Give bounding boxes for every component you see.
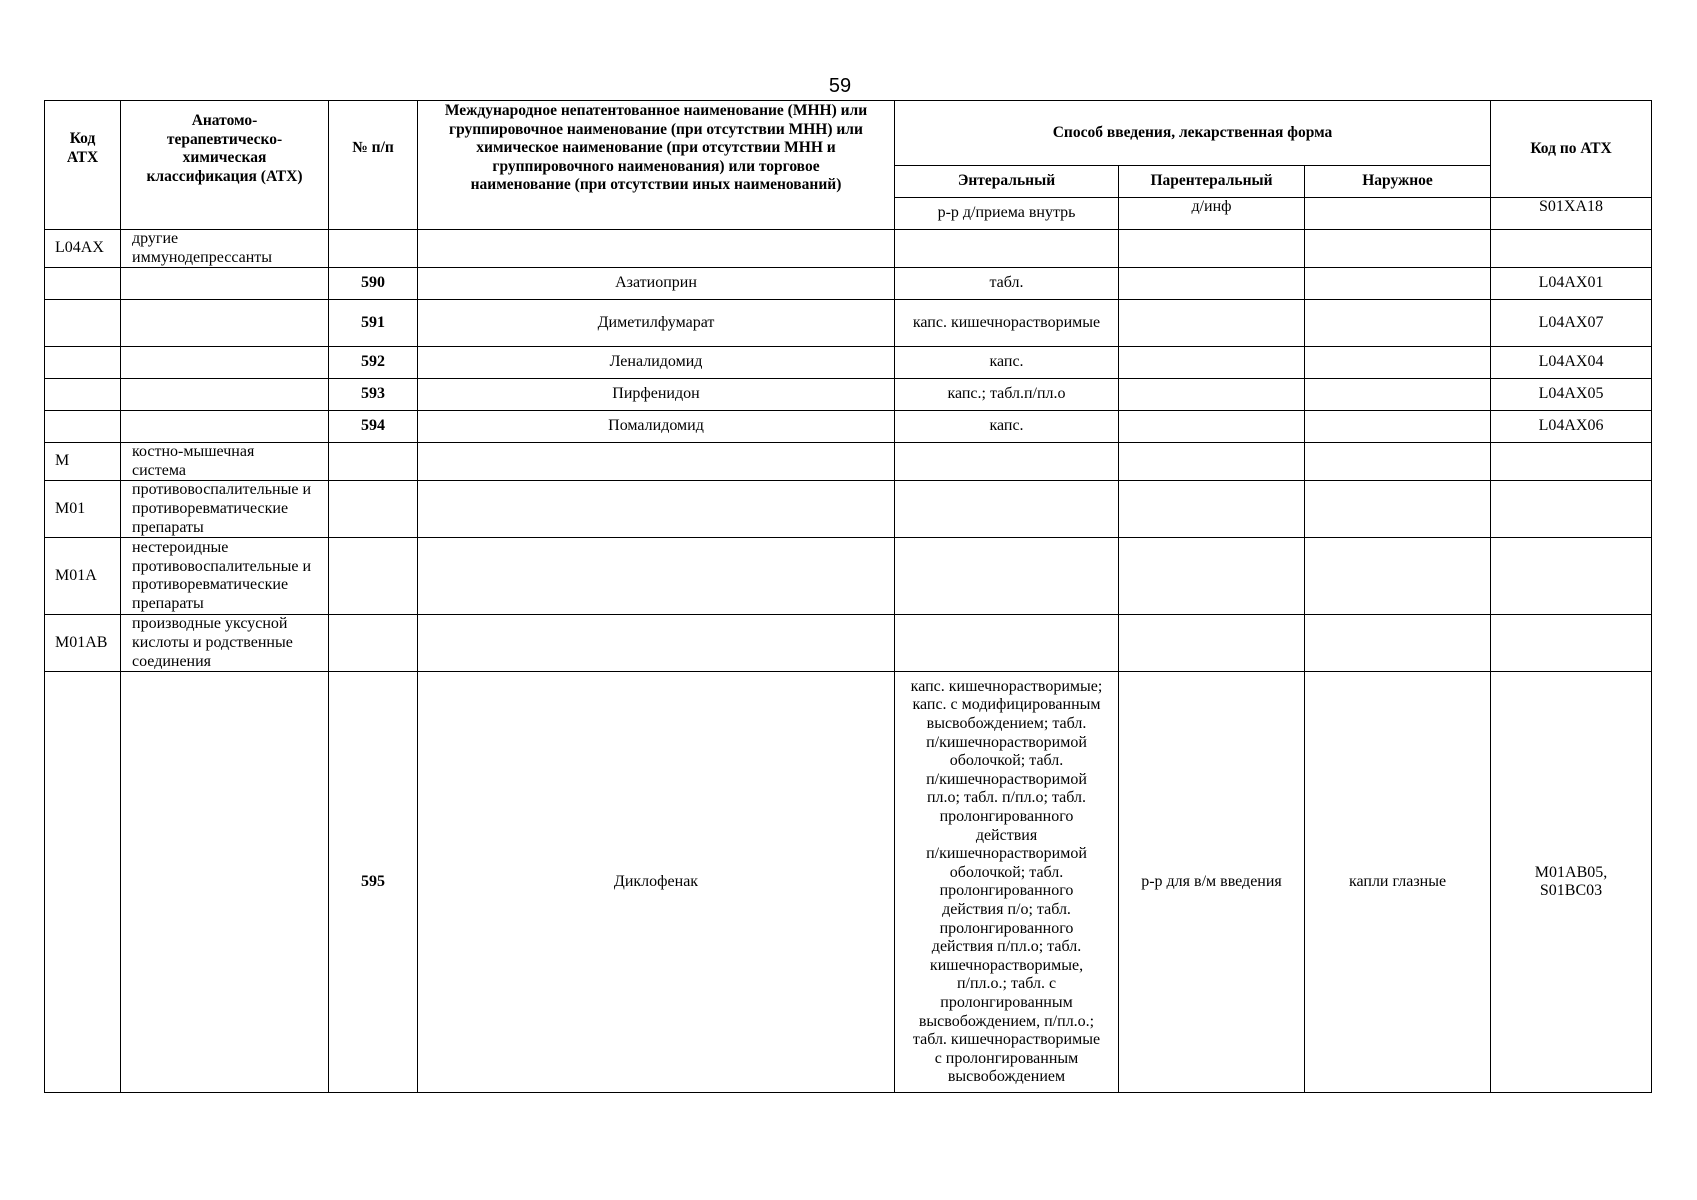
header-enteral: Энтеральный	[895, 166, 1119, 198]
dosage-form-line: действия п/о; табл.	[942, 900, 1071, 918]
classification-line: другие	[132, 230, 179, 247]
continuation-parenteral-cell: д/инф	[1119, 198, 1305, 230]
dosage-form-line: оболочкой; табл.	[949, 863, 1064, 881]
dosage-form-line: пролонгированного	[939, 882, 1074, 900]
classification-cell	[121, 411, 329, 443]
continuation-atc-reference-cell: S01XA18	[1491, 198, 1652, 230]
item-number-cell	[329, 615, 418, 672]
atc-reference-cell	[1491, 672, 1652, 1093]
enteral-form-cell: табл.	[895, 268, 1119, 300]
dosage-form-line: п/пл.о.; табл. с	[956, 975, 1057, 993]
drug-name-cell: Диклофенак	[418, 672, 895, 1093]
classification-line: производные уксусной	[132, 615, 288, 633]
table-row	[45, 411, 1652, 443]
header-line: химическая	[182, 149, 267, 167]
atc-reference-cell	[1491, 538, 1652, 615]
header-line: Международное непатентованное наименование (МНН) или	[444, 102, 868, 119]
continuation-enteral-cell: р-р д/приема внутрь	[895, 198, 1119, 230]
enteral-form-cell: капс. кишечнорастворимые	[895, 300, 1119, 347]
atc-code-line: S01BC03	[1539, 882, 1603, 900]
continuation-external-cell	[1305, 198, 1491, 230]
table-row	[45, 379, 1652, 411]
atc-code-cell	[45, 411, 121, 443]
item-number-cell: 595	[329, 672, 418, 1093]
atc-code-cell: L04AX	[45, 230, 121, 268]
header-item-number: № п/п	[329, 101, 418, 230]
classification-line: противовоспалительные и	[132, 481, 311, 499]
classification-line: костно-мышечная	[132, 443, 255, 461]
table-row	[45, 300, 1652, 347]
table-row	[45, 443, 1652, 481]
item-number-cell: 592	[329, 347, 418, 379]
header-line: Анатомо-	[191, 112, 258, 129]
classification-cell	[121, 538, 329, 615]
dosage-form-line: капс. кишечнорастворимые;	[910, 677, 1103, 695]
classification-cell	[121, 268, 329, 300]
external-form-cell	[1305, 615, 1491, 672]
atc-reference-cell: L04AX06	[1491, 411, 1652, 443]
header-line: АТХ	[66, 148, 99, 166]
drug-name-cell: Леналидомид	[418, 347, 895, 379]
atc-code-cell: M01A	[45, 538, 121, 615]
external-form-cell	[1305, 300, 1491, 347]
classification-line: противоревматические	[132, 500, 289, 518]
item-number-cell: 591	[329, 300, 418, 347]
parenteral-form-cell	[1119, 268, 1305, 300]
external-form-cell	[1305, 230, 1491, 268]
enteral-form-cell	[895, 443, 1119, 481]
table-row	[45, 481, 1652, 538]
parenteral-form-cell	[1119, 615, 1305, 672]
external-form-cell	[1305, 347, 1491, 379]
table-row	[45, 347, 1652, 379]
item-number-cell: 593	[329, 379, 418, 411]
dosage-form-line: капс. с модифицированным	[912, 696, 1101, 714]
classification-cell	[121, 615, 329, 672]
external-form-cell	[1305, 443, 1491, 481]
header-line: группировочное наименование (при отсутствии МНН) или	[449, 120, 863, 138]
classification-line: противоревматические	[132, 576, 289, 594]
parenteral-form-cell	[1119, 300, 1305, 347]
enteral-form-cell: капс.; табл.п/пл.о	[895, 379, 1119, 411]
parenteral-form-cell	[1119, 411, 1305, 443]
atc-code-line: M01AB05,	[1534, 863, 1608, 881]
table-header	[45, 101, 1652, 230]
item-number-cell	[329, 481, 418, 538]
parenteral-form-cell	[1119, 379, 1305, 411]
atc-reference-cell	[1491, 615, 1652, 672]
enteral-form-cell	[895, 538, 1119, 615]
external-form-cell	[1305, 379, 1491, 411]
classification-cell	[121, 672, 329, 1093]
header-parenteral: Парентеральный	[1119, 166, 1305, 198]
header-route-form: Способ введения, лекарственная форма	[895, 101, 1491, 166]
dosage-form-line: с пролонгированным	[934, 1049, 1079, 1067]
atc-reference-cell: L04AX05	[1491, 379, 1652, 411]
atc-code-cell	[45, 300, 121, 347]
drug-name-cell	[418, 538, 895, 615]
dosage-form-line: пролонгированного	[939, 919, 1074, 937]
table-body	[45, 230, 1652, 1093]
dosage-form-line: кишечнорастворимые,	[929, 956, 1084, 974]
dosage-form-line: п/кишечнорастворимой	[926, 733, 1087, 751]
atc-code-cell	[45, 268, 121, 300]
parenteral-form-cell	[1119, 230, 1305, 268]
header-atc-reference: Код по АТХ	[1491, 101, 1652, 198]
atc-reference-cell	[1491, 443, 1652, 481]
table-row	[45, 615, 1652, 672]
drug-classification-table	[44, 100, 1652, 1093]
atc-code-cell: M01AB	[45, 615, 121, 672]
classification-cell	[121, 347, 329, 379]
item-number-cell	[329, 443, 418, 481]
atc-reference-cell	[1491, 481, 1652, 538]
dosage-form-line: пролонгированным	[940, 993, 1073, 1011]
classification-line: препараты	[132, 518, 204, 536]
external-form-cell	[1305, 538, 1491, 615]
external-form-cell	[1305, 411, 1491, 443]
atc-code-cell	[45, 379, 121, 411]
drug-name-cell: Диметилфумарат	[418, 300, 895, 347]
header-line: классификация (АТХ)	[146, 167, 303, 185]
atc-reference-cell	[1491, 230, 1652, 268]
header-row	[45, 101, 1652, 166]
classification-line: нестероидные	[132, 539, 229, 557]
enteral-form-cell	[895, 230, 1119, 268]
classification-cell	[121, 300, 329, 347]
atc-reference-cell: L04AX07	[1491, 300, 1652, 347]
classification-line: иммунодепрессанты	[132, 248, 273, 266]
table-row	[45, 230, 1652, 268]
classification-line: противовоспалительные и	[132, 557, 311, 575]
parenteral-form-cell: р-р для в/м введения	[1119, 672, 1305, 1093]
item-number-cell	[329, 230, 418, 268]
classification-line: соединения	[132, 652, 212, 670]
dosage-form-line: оболочкой; табл.	[949, 752, 1064, 770]
enteral-form-cell	[895, 672, 1119, 1093]
header-line: группировочного наименования) или торговое	[492, 157, 820, 175]
atc-reference-cell: L04AX01	[1491, 268, 1652, 300]
drug-name-cell	[418, 443, 895, 481]
parenteral-form-cell	[1119, 481, 1305, 538]
atc-reference-cell: L04AX04	[1491, 347, 1652, 379]
drug-name-cell: Пирфенидон	[418, 379, 895, 411]
header-line: химическое наименование (при отсутствии МНН и	[476, 139, 836, 157]
classification-cell	[121, 230, 329, 268]
table-row	[45, 268, 1652, 300]
classification-line: система	[132, 461, 186, 479]
drug-name-cell	[418, 615, 895, 672]
enteral-form-cell: капс.	[895, 347, 1119, 379]
atc-code-cell: M	[45, 443, 121, 481]
header-atc-code	[45, 101, 121, 230]
drug-name-cell	[418, 481, 895, 538]
header-drug-name	[418, 101, 895, 230]
dosage-form-line: действия	[975, 826, 1038, 844]
dosage-form-line: высвобождением	[947, 1068, 1066, 1086]
dosage-form-line: п/кишечнорастворимой	[926, 845, 1087, 863]
drug-name-cell: Помалидомид	[418, 411, 895, 443]
classification-line: кислоты и родственные	[132, 634, 293, 652]
classification-line: препараты	[132, 594, 204, 612]
external-form-cell	[1305, 268, 1491, 300]
classification-cell	[121, 379, 329, 411]
drug-name-cell: Азатиоприн	[418, 268, 895, 300]
header-line: Код	[69, 130, 96, 147]
enteral-form-cell	[895, 615, 1119, 672]
atc-code-cell	[45, 672, 121, 1093]
table-row	[45, 538, 1652, 615]
dosage-form-line: высвобождением; табл.	[926, 715, 1087, 733]
dosage-form-line: п/кишечнорастворимой	[926, 770, 1087, 788]
parenteral-form-cell	[1119, 538, 1305, 615]
parenteral-form-cell	[1119, 443, 1305, 481]
atc-code-cell: M01	[45, 481, 121, 538]
enteral-form-cell: капс.	[895, 411, 1119, 443]
drug-name-cell	[418, 230, 895, 268]
enteral-form-cell	[895, 481, 1119, 538]
table-row	[45, 672, 1652, 1093]
atc-code-cell	[45, 347, 121, 379]
dosage-form-line: пролонгированного	[939, 808, 1074, 825]
page-number: 59	[828, 75, 852, 97]
parenteral-form-cell	[1119, 347, 1305, 379]
item-number-cell: 590	[329, 268, 418, 300]
header-classification	[121, 101, 329, 230]
dosage-form-line: пл.о; табл. п/пл.о; табл.	[926, 789, 1087, 807]
classification-cell	[121, 443, 329, 481]
dosage-form-line: действия п/пл.о; табл.	[931, 938, 1082, 956]
classification-cell	[121, 481, 329, 538]
external-form-cell	[1305, 481, 1491, 538]
dosage-form-line: высвобождением, п/пл.о.;	[918, 1012, 1095, 1030]
dosage-form-line: табл. кишечнорастворимые	[912, 1031, 1101, 1049]
header-line: наименование (при отсутствии иных наименований)	[470, 176, 842, 194]
item-number-cell: 594	[329, 411, 418, 443]
header-external: Наружное	[1305, 166, 1491, 198]
item-number-cell	[329, 538, 418, 615]
external-form-cell: капли глазные	[1305, 672, 1491, 1093]
header-line: терапевтическо-	[166, 130, 283, 148]
